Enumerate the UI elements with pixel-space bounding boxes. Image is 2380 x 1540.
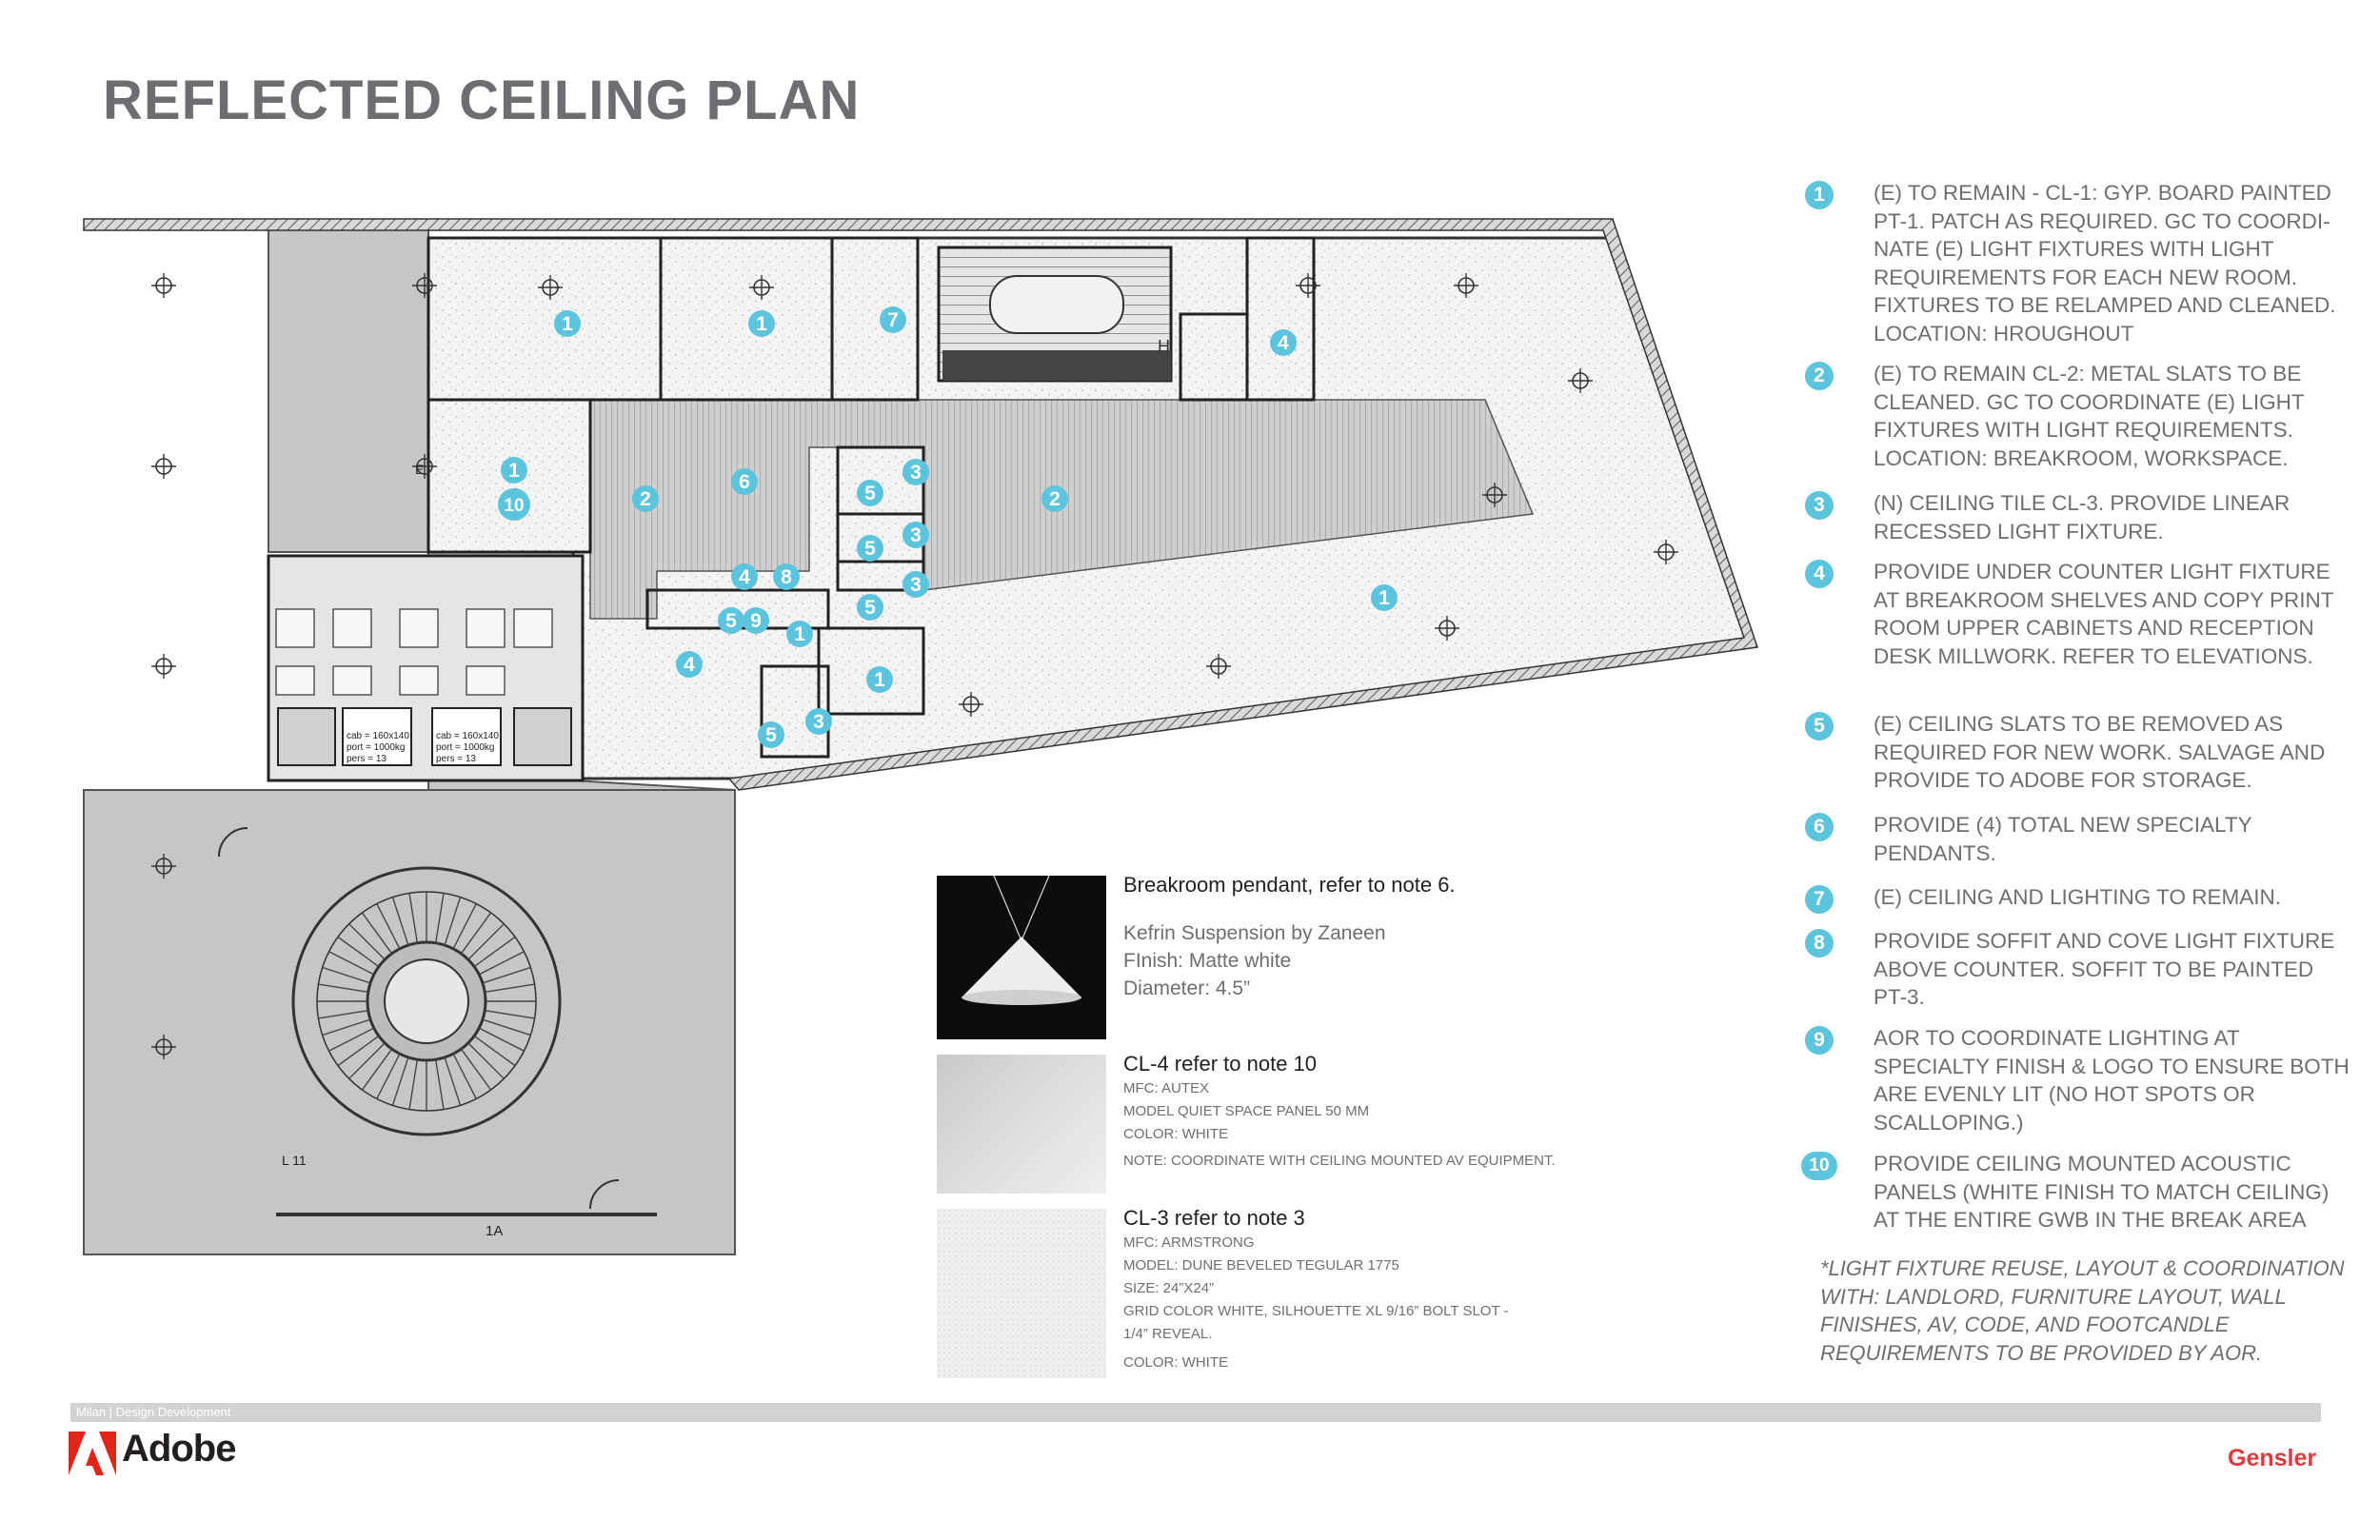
stair-well [990,276,1123,333]
note-number: 4 [1805,560,1834,588]
note-number: 8 [1805,929,1834,958]
keynote-tag-label: 5 [864,597,876,619]
light-fixture-icon [151,454,176,479]
keynote-tag-label: 1 [508,460,520,482]
note-text: AOR TO COORDINATE LIGHTING AT SPECIALTY FINISH & LOGO TO ENSURE BOTH ARE EVENLY LIT (NO HOT SPOTS OR SCALLOPING.) [1874,1026,2350,1135]
note-text: (E) CEILING SLATS TO BE REMOVED AS REQUIRED FOR NEW WORK. SALVAGE AND PROVIDE TO ADOBE FOR STORAGE. [1874,712,2326,792]
elevator-2-label-1: cab = 160x140 [436,731,499,741]
adobe-wordmark: Adobe [122,1428,236,1470]
keynote-tag [902,522,929,548]
cl3-card [1123,1205,1656,1374]
pendant-line-1: Kefrin Suspension by Zaneen [1123,922,1386,944]
note-number: 7 [1805,885,1834,914]
keynote-tag [748,310,775,337]
keynote-tag [786,621,813,647]
note-text: PROVIDE CEILING MOUNTED ACOUSTIC PANELS (WHITE FINISH TO MATCH CEILING) AT THE ENTIRE GWB IN THE BREAK AREA [1874,1152,2330,1232]
keynote-tag [857,594,883,621]
keynote-tag [1371,584,1398,611]
cl3-line-3: SIZE: 24”X24” [1123,1280,1215,1296]
note-text: (E) TO REMAIN - CL-1: GYP. BOARD PAINTED PT-1. PATCH AS REQUIRED. GC TO COORDI- NATE (E) LIGHT FIXTURES WITH LIGHT REQUIREMENTS FOR EACH NEW ROOM. FIXTURES TO BE RELAMPED AND CLEANED. LOCATION: HROUGHOUT [1874,181,2336,346]
keynote-tag-label: 1 [756,313,767,335]
keynote-tag-label: 3 [910,462,922,484]
keynote-tag [805,708,832,735]
keynote-tag [758,721,784,748]
gensler-wordmark: Gensler [2228,1445,2317,1471]
cl3-line-6: COLOR: WHITE [1123,1354,1229,1371]
keynote-tag-label: 5 [864,538,876,560]
cl3-title: CL-3 refer to note 3 [1123,1206,1305,1230]
elevator-1-label-2: port = 1000kg [347,742,406,753]
keynote-tag [902,459,929,485]
keynote-tag [857,480,883,506]
elevator-2-label-2: port = 1000kg [436,742,495,753]
keynote-tag [718,607,744,634]
pendant-line-3: Diameter: 4.5” [1123,977,1251,999]
cl4-line-3: COLOR: WHITE [1123,1126,1229,1142]
page-title: REFLECTED CEILING PLAN [103,69,861,131]
footer-bar [70,1403,2321,1422]
keynote-tag-label: 1 [562,313,573,335]
elevator-1-label-3: pers = 13 [347,754,387,764]
pendant-title: Breakroom pendant, refer to note 6. [1123,873,1456,897]
keynote-tag [498,488,530,521]
cl4-title: CL-4 refer to note 10 [1123,1052,1318,1076]
keynote-tag-label: 3 [910,524,922,546]
keynote-tag [866,666,893,693]
cl4-line-2: MODEL QUIET SPACE PANEL 50 MM [1123,1103,1370,1119]
cl3-line-2: MODEL: DUNE BEVELED TEGULAR 1775 [1123,1257,1399,1273]
level-tag: L 11 [282,1153,307,1168]
keynote-tag-label: 3 [813,711,824,733]
note-text: PROVIDE SOFFIT AND COVE LIGHT FIXTURE ABOVE COUNTER. SOFFIT TO BE PAINTED PT-3. [1874,929,2335,1009]
keynote-tag-label: 9 [750,610,762,632]
light-fixture-icon [151,654,176,679]
note-text: (E) CEILING AND LIGHTING TO REMAIN. [1874,885,2281,909]
core-counter [942,350,1171,381]
cl3-line-4: GRID COLOR WHITE, SILHOUETTE XL 9/16” BOLT SLOT - [1123,1303,1509,1319]
keynote-tag [731,563,758,590]
note-number: 2 [1805,362,1834,390]
pendant-line-2: FInish: Matte white [1123,950,1292,972]
keynote-tag [902,571,929,598]
cl4-image [937,1055,1106,1194]
e-marker: E [415,462,425,477]
keynote-tag-label: 1 [1378,587,1390,609]
keynote-tag [880,306,906,333]
keynote-tag [773,563,800,590]
note-number: 1 [1805,181,1834,209]
keynote-tag-label: 2 [1049,488,1061,510]
keynote-tag-label: 5 [864,483,876,504]
keynote-tag-label: 5 [725,610,737,632]
keynote-tag-label: 8 [781,566,792,588]
keynote-tag-label: 1 [794,623,805,645]
pendant-image [937,876,1106,1039]
keynote-tag [1270,329,1297,356]
keynote-tag-label: 4 [684,654,695,676]
note-text: PROVIDE (4) TOTAL NEW SPECIALTY PENDANTS. [1874,813,2252,865]
keynote-tag [1041,485,1068,512]
cl4-line-1: MFC: AUTEX [1123,1080,1210,1096]
keynote-tag [632,485,659,512]
light-fixture-icon [151,273,176,298]
note-text: PROVIDE UNDER COUNTER LIGHT FIXTURE AT BREAKROOM SHELVES AND COPY PRINT ROOM UPPER CABINETS AND RECEPTION DESK MILLWORK. REFER TO ELEVATIONS. [1874,560,2334,668]
keynote-tag [501,457,527,484]
note-text: (N) CEILING TILE CL-3. PROVIDE LINEAR RECESSED LIGHT FIXTURE. [1874,491,2291,543]
elevator-1-label-1: cab = 160x140 [347,731,409,741]
project-label: Milan | Design Development [76,1405,231,1419]
cl4-line-4: NOTE: COORDINATE WITH CEILING MOUNTED AV EQUIPMENT. [1123,1153,1556,1169]
keynote-tag [731,468,758,495]
note-number: 9 [1805,1026,1834,1055]
note-number: 10 [1801,1152,1837,1180]
note-number: 3 [1805,491,1834,520]
keynote-tag [857,535,883,562]
keynote-tag-label: 4 [739,566,750,588]
keynote-tag-label: 10 [504,496,525,516]
keynote-tag [743,607,769,634]
keynote-tag-label: 4 [1278,332,1289,354]
cl3-line-1: MFC: ARMSTRONG [1123,1234,1255,1251]
note-number: 6 [1805,813,1834,841]
keynote-tag-label: 7 [887,309,899,331]
keynote-tag [676,651,703,678]
keynote-tag-label: 1 [874,669,885,691]
keynote-tag [554,310,581,337]
adobe-logo-icon [69,1431,116,1475]
grid-tag: 1A [486,1223,504,1239]
note-text: (E) TO REMAIN CL-2: METAL SLATS TO BE CLEANED. GC TO COORDINATE (E) LIGHT FIXTURES WITH LIGHT REQUIREMENTS. LOCATION: BREAKROOM, WORKSPACE. [1874,362,2305,470]
keynote-tag-label: 3 [910,574,922,596]
elevator-2-label-3: pers = 13 [436,754,476,764]
h-marker: H [1158,337,1170,356]
keynote-tag-label: 5 [765,724,777,746]
cl3-line-5: 1/4” REVEAL. [1123,1326,1213,1342]
pendant-card [1123,872,1656,1002]
keynote-tag-label: 2 [640,488,651,510]
cl4-card [1123,1051,1656,1173]
note-number: 5 [1805,712,1834,740]
cl3-image [937,1209,1106,1378]
footnote: *LIGHT FIXTURE REUSE, LAYOUT & COORDINATION WITH: LANDLORD, FURNITURE LAYOUT, WALL FINISHES, AV, CODE, AND FOOTCANDLE REQUIREMENTS TO BE PROVIDED BY AOR. [1820,1256,2345,1365]
keynote-tag-label: 6 [739,471,750,493]
